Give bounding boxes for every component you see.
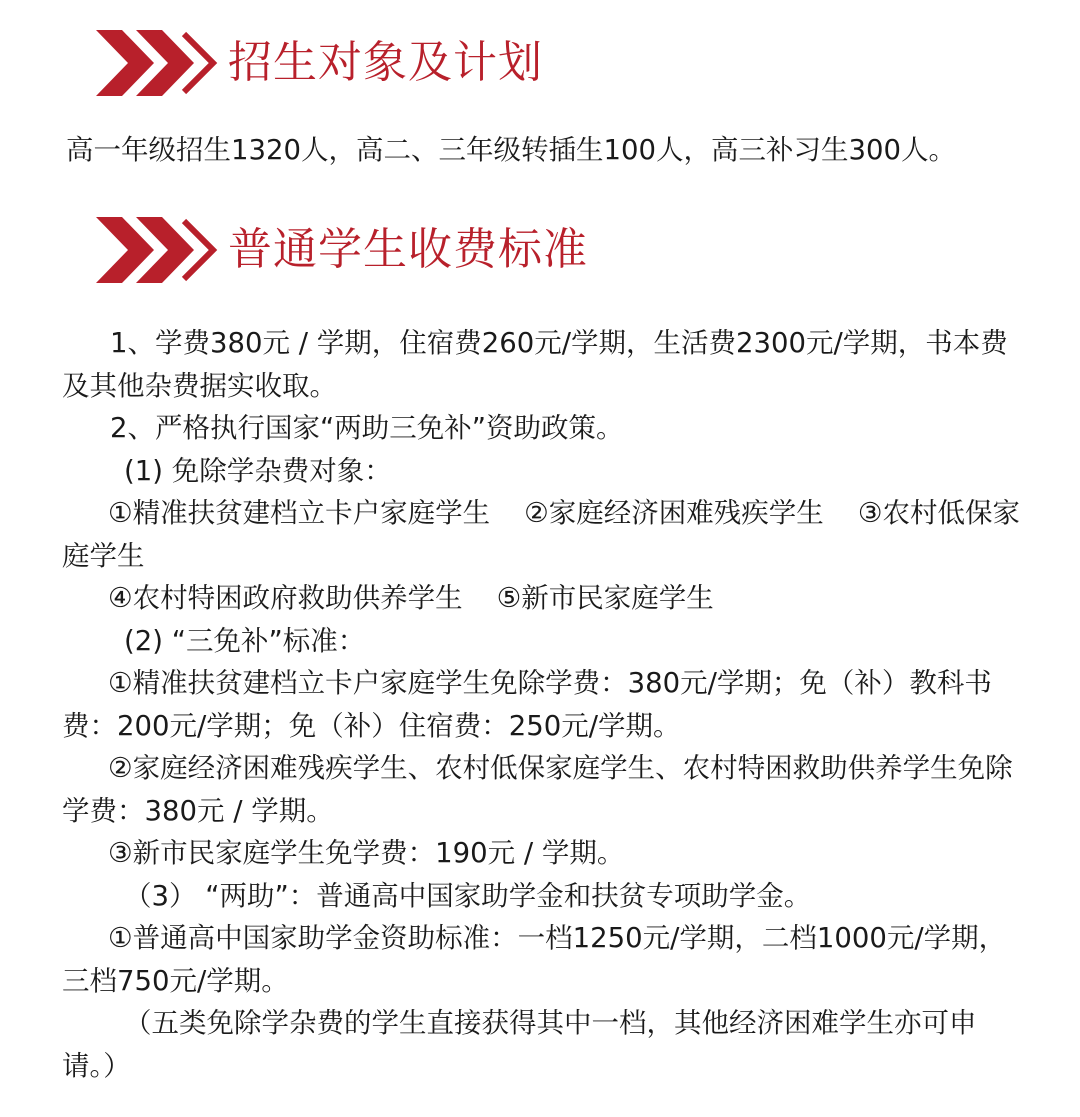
exemption-targets-list — [62, 577, 1026, 620]
section-header-fees — [96, 215, 588, 285]
list-item: ④农村特困政府救助供养学生 — [108, 582, 463, 614]
subsection-heading-two-grants: （3） “两助”：普通高中国家助学金和扶贫专项助学金。 — [124, 879, 812, 912]
section-title: 普通学生收费标准 — [228, 224, 588, 275]
section-header-enrollment — [96, 28, 543, 98]
list-item: ③新市民家庭学生免学费：190元 / 学期。 — [108, 837, 625, 869]
enrollment-text: 高一年级招生1320人，高二、三年级转插生100人，高三补习生300人。 — [66, 134, 956, 166]
exemption-targets-list — [62, 492, 1026, 577]
list-item: ②家庭经济困难残疾学生 — [524, 497, 824, 529]
section-title: 招生对象及计划 — [228, 37, 543, 88]
subsection-heading-exemption-targets: (1) 免除学杂费对象： — [124, 454, 392, 487]
list-item: ①普通高中国家助学金资助标准：一档1250元/学期，二档1000元/学期，三档750元/学期。 — [62, 922, 1007, 997]
grant-note: （五类免除学杂费的学生直接获得其中一档，其他经济困难学生亦可申请。） — [62, 1007, 977, 1082]
subsection-heading-three-exemptions: (2) “三免补”标准： — [124, 624, 366, 657]
fee-standard-body — [62, 322, 1026, 1087]
fee-item-2: 2、严格执行国家“两助三免补”资助政策。 — [110, 412, 624, 444]
triple-chevron-icon — [96, 28, 220, 98]
list-item: ⑤新市民家庭学生 — [496, 582, 714, 614]
triple-chevron-icon — [96, 215, 220, 285]
list-item: ①精准扶贫建档立卡户家庭学生免除学费：380元/学期；免（补）教科书费：200元/学期；免（补）住宿费：250元/学期。 — [62, 667, 992, 742]
list-item: ②家庭经济困难残疾学生、农村低保家庭学生、农村特困救助供养学生免除学费：380元 / 学期。 — [62, 752, 1013, 827]
list-item: ③农村低保家庭学生 — [62, 497, 1020, 572]
list-item: ①精准扶贫建档立卡户家庭学生 — [108, 497, 491, 529]
fee-item-1: 1、学费380元 / 学期，住宿费260元/学期，生活费2300元/学期，书本费及其他杂费据实收取。 — [62, 327, 1008, 402]
